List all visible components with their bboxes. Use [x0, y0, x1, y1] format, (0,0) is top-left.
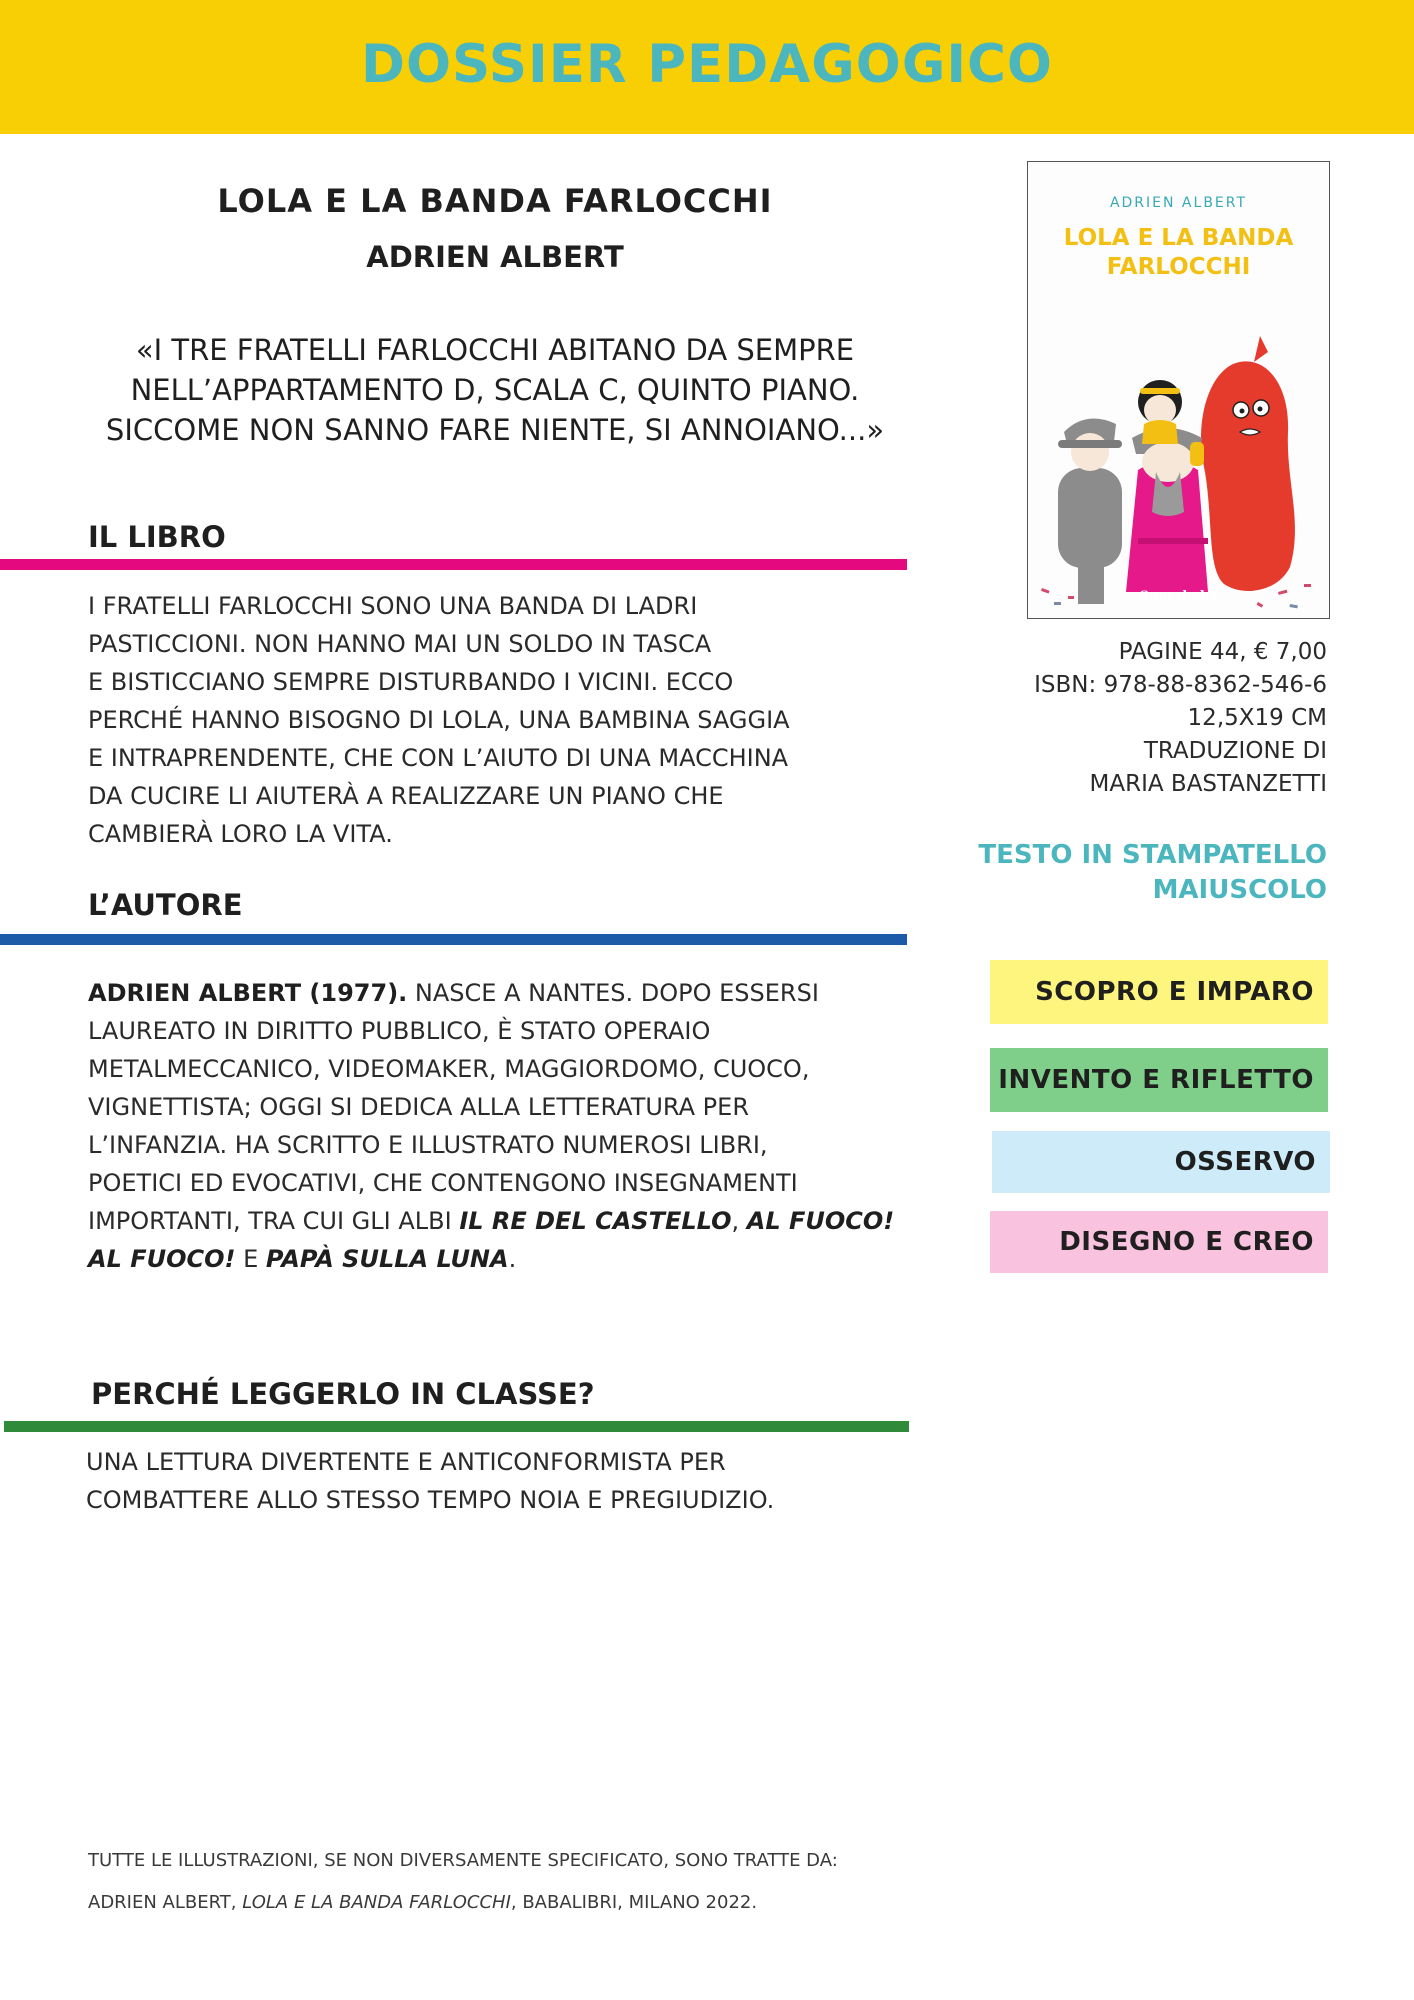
text-format-note: TESTO IN STAMPATELLO MAIUSCOLO	[978, 840, 1327, 905]
work-title: PAPÀ SULLA LUNA	[265, 1245, 509, 1273]
section-text-perche	[86, 1443, 916, 1519]
quote-line: SICCOME NON SANNO FARE NIENTE, SI ANNOIANO...»	[105, 413, 885, 447]
work-title: IL RE DEL CASTELLO	[459, 1207, 732, 1235]
text-line: VIGNETTISTA; OGGI SI DEDICA ALLA LETTERATURA PER	[88, 1093, 749, 1121]
section-text-libro	[88, 587, 918, 853]
text-line: UNA LETTURA DIVERTENTE E ANTICONFORMISTA PER	[86, 1448, 726, 1476]
text-line: AL FUOCO! E PAPÀ SULLA LUNA.	[88, 1245, 517, 1273]
detail-line: 12,5X19 CM	[1187, 705, 1327, 731]
quote-line: «I TRE FRATELLI FARLOCCHI ABITANO DA SEMPRE	[135, 333, 855, 367]
text-line: METALMECCANICO, VIDEOMAKER, MAGGIORDOMO, CUOCO,	[88, 1055, 810, 1083]
cover-illustration	[1028, 292, 1329, 618]
section-rule-libro	[0, 559, 907, 570]
text-line: PERCHÉ HANNO BISOGNO DI LOLA, UNA BAMBINA SAGGIA	[88, 706, 790, 734]
text-line: L’INFANZIA. HA SCRITTO E ILLUSTRATO NUMEROSI LIBRI,	[88, 1131, 768, 1159]
section-rule-autore	[0, 934, 907, 945]
text-line: E INTRAPRENDENTE, CHE CON L’AIUTO DI UNA MACCHINA	[88, 744, 789, 772]
header-banner	[0, 0, 1414, 134]
author-name: ADRIEN ALBERT (1977).	[88, 979, 408, 1007]
detail-line: ISBN: 978-88-8362-546-6	[1034, 672, 1327, 698]
cover-publisher: Superbaba	[1139, 589, 1218, 604]
tag-scopro-e-imparo: SCOPRO E IMPARO	[990, 960, 1328, 1024]
tag-disegno-e-creo: DISEGNO E CREO	[990, 1211, 1328, 1273]
cover-title: LOLA E LA BANDA FARLOCCHI	[1063, 225, 1294, 280]
credit-title: LOLA E LA BANDA FARLOCCHI	[242, 1892, 511, 1913]
text-line: COMBATTERE ALLO STESSO TEMPO NOIA E PREGIUDIZIO.	[86, 1486, 775, 1514]
book-quote	[40, 330, 950, 450]
text-line: PASTICCIONI. NON HANNO MAI UN SOLDO IN TASCA	[88, 630, 712, 658]
detail-line: PAGINE 44, € 7,00	[1118, 639, 1327, 665]
book-cover	[1027, 161, 1330, 619]
text-line: E BISTICCIANO SEMPRE DISTURBANDO I VICINI. ECCO	[88, 668, 734, 696]
section-heading-autore: L’AUTORE	[88, 888, 243, 922]
text-line: ADRIEN ALBERT (1977). NASCE A NANTES. DOPO ESSERSI	[88, 979, 819, 1007]
tag-osservo: OSSERVO	[992, 1131, 1330, 1193]
section-text-autore	[88, 974, 918, 1278]
detail-line: TRADUZIONE DI	[1143, 738, 1327, 764]
text-line: DA CUCIRE LI AIUTERÀ A REALIZZARE UN PIANO CHE	[88, 782, 724, 810]
section-heading-perche: PERCHÉ LEGGERLO IN CLASSE?	[91, 1377, 595, 1411]
text-line: IMPORTANTI, TRA CUI GLI ALBI IL RE DEL CASTELLO, AL FUOCO!	[88, 1207, 895, 1235]
text-line: CAMBIERÀ LORO LA VITA.	[88, 820, 393, 848]
section-rule-perche	[4, 1421, 909, 1432]
text-line: I FRATELLI FARLOCCHI SONO UNA BANDA DI LADRI	[88, 592, 698, 620]
text-line: POETICI ED EVOCATIVI, CHE CONTENGONO INSEGNAMENTI	[88, 1169, 798, 1197]
book-author: ADRIEN ALBERT	[366, 240, 624, 274]
detail-line: MARIA BASTANZETTI	[1089, 771, 1327, 797]
book-title: LOLA E LA BANDA FARLOCCHI	[217, 182, 773, 220]
tag-invento-e-rifletto: INVENTO E RIFLETTO	[990, 1048, 1328, 1112]
text-line: LAUREATO IN DIRITTO PUBBLICO, È STATO OPERAIO	[88, 1017, 711, 1045]
work-title: AL FUOCO!	[746, 1207, 895, 1235]
work-title: AL FUOCO!	[88, 1245, 236, 1273]
illustration-credits: TUTTE LE ILLUSTRAZIONI, SE NON DIVERSAMENTE SPECIFICATO, SONO TRATTE DA: ADRIEN ALBERT, LOLA E LA BANDA FARLOCCHI, BABALIBRI, MILANO 2022.	[88, 1850, 838, 1913]
cover-author: ADRIEN ALBERT	[1109, 195, 1248, 211]
quote-line: NELL’APPARTAMENTO D, SCALA C, QUINTO PIANO.	[130, 373, 860, 407]
book-details	[1007, 636, 1327, 801]
section-heading-libro: IL LIBRO	[88, 520, 226, 554]
page-title: DOSSIER PEDAGOGICO	[361, 34, 1053, 95]
